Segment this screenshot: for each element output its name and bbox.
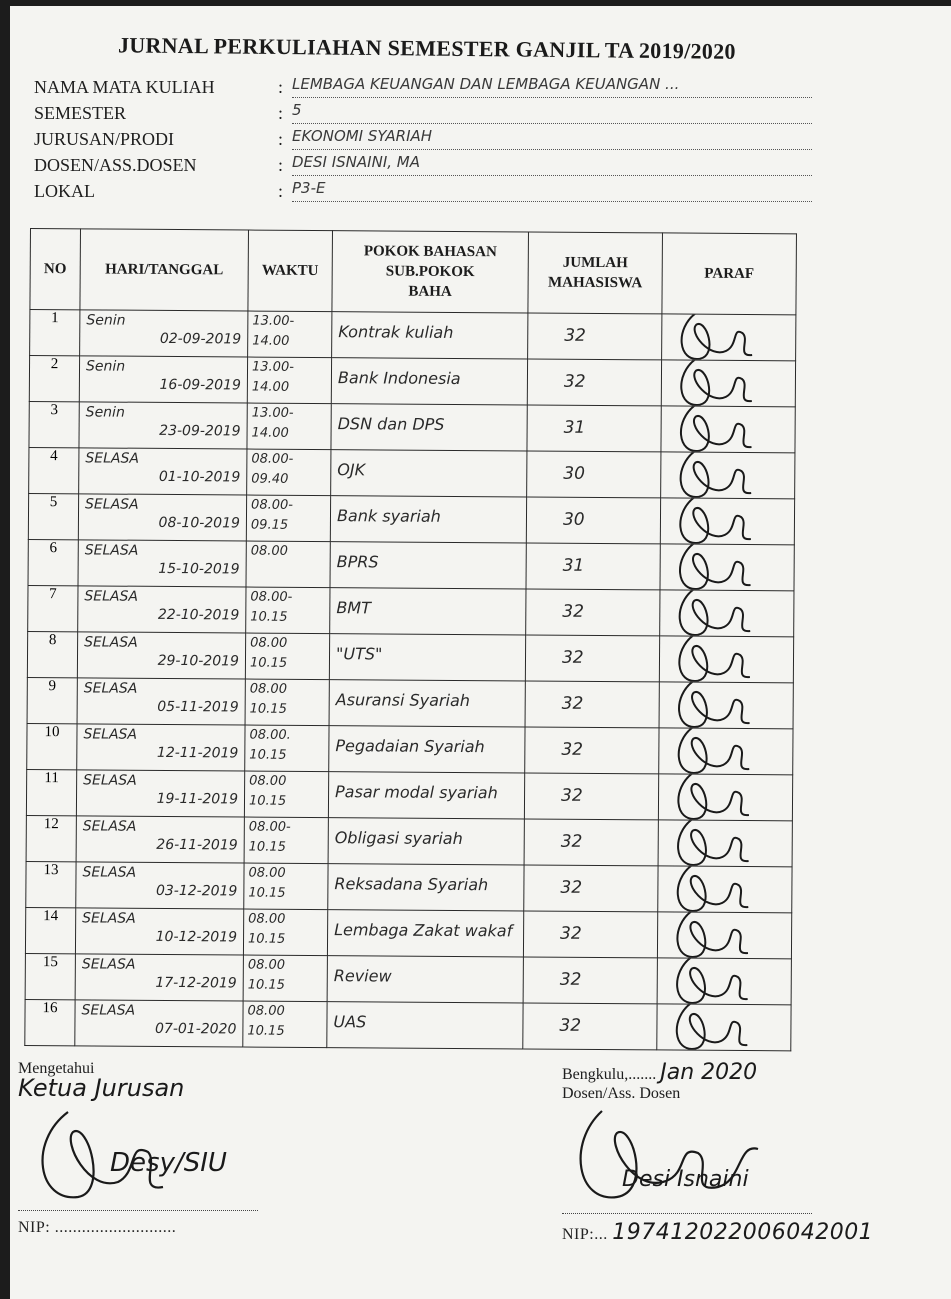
cell-time [246,495,330,542]
row-topic: DSN dan DPS [337,414,445,434]
row-number: 13 [43,862,59,879]
nip-label: NIP:... [562,1226,608,1243]
row-count: 32 [561,647,584,668]
initial-signature-mark [663,774,759,821]
cell-topic [327,910,523,957]
cell-sign [658,820,792,867]
row-day: SELASA [84,588,139,605]
row-topic: Lembaga Zakat wakaf [334,920,513,941]
cell-time [243,1001,327,1048]
meta-colon: : [278,103,284,123]
row-time-start: 08.00- [250,589,293,605]
row-topic: Obligasi syariah [334,828,463,849]
header-time: WAKTU [248,230,333,312]
row-date: 02-09-2019 [159,330,242,348]
row-count: 32 [562,601,585,622]
row-count: 32 [560,877,583,898]
cell-count [524,819,658,866]
meta-value-semester: 5 [292,101,812,124]
row-time-end: 14.00 [251,379,290,395]
cell-topic [327,1002,523,1049]
lecturer-role: Dosen/Ass. Dosen [562,1085,681,1102]
row-number: 10 [44,724,60,741]
cell-no [30,310,80,356]
cell-no [25,953,75,999]
row-day: Senin [85,358,126,375]
row-count: 32 [561,693,584,714]
cell-sign [658,866,792,913]
cell-time [243,909,327,956]
row-topic: Pegadaian Syariah [335,736,485,757]
row-time-start: 08.00 [250,635,288,651]
row-topic: Pasar modal syariah [335,782,498,803]
lecturer-nip [562,1220,942,1245]
cell-date [75,1000,243,1047]
cell-time [244,863,328,910]
cell-date [78,494,246,541]
row-time-start: 08.00 [249,681,288,697]
cell-topic [330,496,526,543]
cell-time [248,311,332,358]
row-time-end: 09.40 [251,471,289,487]
row-time-end: 10.15 [247,931,286,947]
row-time-start: 08.00 [247,957,286,973]
row-topic: UAS [333,1012,367,1032]
row-time-end: 10.15 [249,701,287,717]
cell-topic [331,450,527,497]
cell-sign [661,360,795,407]
row-time-start: 08.00 [248,865,286,881]
row-day: SELASA [83,726,138,743]
table-header-row [30,229,797,315]
cell-date [79,448,247,495]
row-time-end: 10.15 [248,885,286,901]
cell-topic [332,312,528,359]
row-time-start: 08.00. [249,727,291,743]
document-title: JURNAL PERKULIAHAN SEMESTER GANJIL TA 2019/2020 [117,32,736,64]
row-time-end: 10.15 [247,1023,285,1039]
row-number: 8 [48,632,57,649]
cell-no [27,677,77,723]
row-date: 05-11-2019 [157,698,239,716]
meta-row [34,150,934,176]
cell-count [526,589,660,636]
meta-row [34,98,934,124]
row-day: SELASA [81,1002,136,1019]
cell-sign [657,1004,791,1051]
table-row [25,953,791,1004]
table-body [25,310,796,1051]
row-count: 32 [559,1015,582,1036]
row-day: SELASA [83,680,138,697]
cell-sign [659,728,793,775]
cell-time [245,679,329,726]
initial-signature-mark [663,820,759,867]
row-date: 07-01-2020 [154,1020,237,1038]
cell-no [26,769,76,815]
meta-colon: : [278,181,284,201]
row-time-end: 10.15 [249,747,287,763]
meta-label: LOKAL [34,181,95,201]
row-count: 32 [559,969,582,990]
row-count: 30 [563,463,586,484]
cell-time [244,817,328,864]
row-date: 22-10-2019 [157,606,240,624]
cell-date [77,678,245,725]
row-date: 10-12-2019 [155,928,238,946]
row-day: SELASA [85,450,140,467]
row-day: Senin [86,312,126,329]
document-page [10,6,951,1299]
cell-no [27,723,77,769]
row-day: SELASA [85,496,139,513]
row-number: 7 [49,586,57,603]
cell-date [80,310,248,357]
cell-sign [658,774,792,821]
row-topic: Bank Indonesia [337,368,461,389]
table-row [26,861,792,912]
row-time-end: 10.15 [249,655,288,671]
cell-count [524,773,658,820]
row-topic: OJK [337,460,366,480]
initial-signature-mark [662,912,758,959]
row-count: 32 [560,923,582,944]
cell-time [245,633,329,680]
date-handwritten: Jan 2020 [660,1060,758,1085]
cell-no [27,631,77,677]
cell-date [76,862,244,909]
cell-no [28,585,78,631]
signature-mark [562,1103,862,1209]
row-time-start: 08.00- [248,819,291,835]
row-time-start: 08.00 [247,1003,285,1019]
initial-signature-mark [665,406,761,453]
cell-sign [662,314,796,361]
cell-date [76,770,244,817]
row-time-start: 13.00- [251,405,294,421]
row-number: 3 [50,402,59,419]
table-row [28,585,794,636]
cell-time [243,955,327,1002]
row-count: 32 [560,831,583,852]
row-number: 12 [43,816,59,833]
lecturer-signature-name: Desi Isnaini [622,1167,749,1192]
cell-no [29,447,79,493]
row-date: 16-09-2019 [159,376,241,394]
row-time-end: 14.00 [251,425,289,441]
table-row [29,447,795,498]
row-date: 23-09-2019 [159,422,241,440]
meta-value-prodi: EKONOMI SYARIAH [292,127,812,150]
header-topic [332,231,529,313]
cell-no [26,861,76,907]
row-time-end: 10.15 [248,793,287,809]
row-date: 29-10-2019 [157,652,240,670]
table-row [29,356,795,407]
initial-signature-mark [665,498,761,545]
meta-label: NAMA MATA KULIAH [34,77,215,97]
cell-no [26,815,76,861]
meta-colon: : [278,129,284,149]
initial-signature-mark [663,728,759,775]
meta-value-course: LEMBAGA KEUANGAN DAN LEMBAGA KEUANGAN ... [292,75,812,98]
row-count: 31 [563,417,586,438]
table-row [27,723,793,774]
row-date: 08-10-2019 [158,514,240,532]
row-count: 31 [562,555,585,576]
row-day: SELASA [82,818,137,835]
row-time-start: 08.00 [250,543,289,559]
cell-topic [327,956,523,1003]
cell-time [247,403,331,450]
row-time-end: 14.00 [252,333,290,349]
cell-sign [657,912,791,959]
row-topic: BMT [336,598,371,618]
meta-label: JURUSAN/PRODI [34,129,175,149]
table-row [28,539,794,590]
row-topic: Bank syariah [336,506,441,526]
row-date: 12-11-2019 [156,744,239,762]
row-number: 6 [49,540,58,557]
cell-no [28,539,78,585]
head-nip: NIP: ........................... [18,1219,177,1236]
table-row [29,401,795,452]
cell-count [527,359,661,406]
nip-value: 197412022006042001 [612,1220,874,1245]
cell-time [247,449,331,496]
table-row [26,769,792,820]
cell-count [528,313,662,360]
cell-count [525,727,659,774]
row-count: 32 [564,325,586,346]
row-day: SELASA [82,864,137,881]
table-row [26,815,792,866]
footer-right [562,1060,942,1245]
footer-section [10,1046,951,1296]
cell-sign [657,958,791,1005]
cell-count [527,451,661,498]
row-number: 5 [49,494,58,511]
header-topic-line: POKOK BAHASAN [363,242,497,260]
row-number: 16 [42,1000,58,1017]
row-time-end: 10.15 [247,977,285,993]
cell-date [75,954,243,1001]
cell-count [523,911,657,958]
meta-label: SEMESTER [34,103,127,123]
row-topic: Review [333,966,392,986]
cell-count [526,543,660,590]
meta-value-room: P3-E [292,179,812,202]
cell-no [28,493,78,539]
initial-signature-mark [661,1004,757,1051]
place-label: Bengkulu,....... [562,1066,657,1083]
table-row [30,310,796,361]
row-time-end: 10.15 [248,839,286,855]
row-time-start: 08.00 [248,911,286,927]
cell-sign [660,590,794,637]
cell-count [524,865,658,912]
initial-signature-mark [663,682,759,729]
cell-date [76,816,244,863]
row-day: SELASA [84,634,138,651]
header-topic-line: BAHA [408,283,452,301]
row-date: 03-12-2019 [155,882,238,900]
place-date-line [562,1060,942,1085]
cell-sign [659,682,793,729]
cell-topic [328,864,524,911]
table-row [25,999,791,1050]
row-day: SELASA [83,772,137,789]
row-number: 1 [51,310,59,327]
cell-date [78,540,246,587]
signature-line [562,1213,812,1214]
initial-signature-mark [664,636,760,683]
cell-time [245,725,329,772]
head-role-handwritten: Ketua Jurusan [18,1074,185,1102]
row-day: Senin [85,404,125,421]
head-signature [18,1102,318,1212]
cell-count [526,497,660,544]
cell-date [77,724,245,771]
row-topic: Reksadana Syariah [334,874,489,895]
table-row [27,677,793,728]
cell-date [78,586,246,633]
initial-signature-mark [662,866,758,913]
row-time-start: 08.00- [251,451,294,467]
row-topic: "UTS" [335,644,383,664]
row-number: 15 [42,954,58,971]
initial-signature-mark [666,314,762,361]
row-number: 2 [50,356,59,373]
row-number: 11 [44,770,59,787]
header-topic-line: SUB.POKOK [385,263,475,280]
initial-signature-mark [666,360,762,407]
cell-count [523,1003,657,1050]
cell-no [29,401,79,447]
meta-row [34,176,934,202]
cell-topic [331,404,527,451]
cell-date [79,356,247,403]
initial-signature-mark [662,958,758,1005]
header-no: NO [30,229,81,310]
cell-topic [328,818,524,865]
cell-topic [329,726,525,773]
cell-sign [661,452,795,499]
header-count-line: JUMLAH [562,254,628,271]
cell-date [77,632,245,679]
cell-time [246,541,330,588]
meta-colon: : [278,155,284,175]
meta-value-lecturer: DESI ISNAINI, MA [292,153,812,176]
meta-section [34,72,934,202]
row-number: 9 [48,678,57,695]
cell-sign [661,406,795,453]
row-date: 19-11-2019 [156,790,239,808]
journal-table [24,228,797,1051]
cell-no [25,999,75,1045]
cell-sign [659,636,793,683]
cell-sign [660,498,794,545]
initial-signature-mark [664,590,760,637]
row-count: 30 [562,509,585,530]
cell-topic [330,588,526,635]
row-date: 17-12-2019 [155,974,237,992]
row-topic: Kontrak kuliah [338,322,454,342]
cell-time [244,771,328,818]
row-number: 4 [50,448,58,465]
header-count-line: MAHASISWA [547,274,643,292]
cell-no [29,356,79,402]
meta-row [34,72,934,98]
cell-count [523,957,657,1004]
row-count: 32 [563,371,586,392]
table-row [27,631,793,682]
row-time-start: 13.00- [251,359,295,375]
row-date: 01-10-2019 [158,468,241,486]
row-day: SELASA [82,910,136,927]
cell-date [75,908,243,955]
row-day: SELASA [84,542,139,559]
row-count: 32 [560,785,583,806]
row-date: 26-11-2019 [156,836,238,854]
cell-count [525,635,659,682]
cell-count [527,405,661,452]
cell-count [525,681,659,728]
row-time-end: 09.15 [250,517,289,533]
row-topic: BPRS [336,552,379,572]
initial-signature-mark [664,544,760,591]
cell-date [79,402,247,449]
row-time-start: 08.00- [251,497,294,513]
cell-time [247,357,331,404]
acknowledged-label: Mengetahui [18,1060,95,1077]
meta-colon: : [278,77,284,97]
footer-left [18,1060,318,1237]
row-count: 32 [561,739,584,760]
cell-topic [328,772,524,819]
row-time-start: 13.00- [252,313,295,329]
cell-topic [329,680,525,727]
cell-topic [330,542,526,589]
header-count [528,232,663,314]
meta-row [34,124,934,150]
header-sign: PARAF [662,233,797,315]
cell-sign [660,544,794,591]
table-row [28,493,794,544]
lecturer-signature [562,1103,942,1209]
cell-time [246,587,330,634]
row-time-end: 10.15 [250,609,288,625]
table-row [25,907,791,958]
row-number: 14 [43,908,59,925]
initial-signature-mark [665,452,761,499]
row-date: 15-10-2019 [158,560,240,578]
header-date: HARI/TANGGAL [80,229,249,311]
row-topic: Asuransi Syariah [335,690,470,711]
cell-no [25,907,75,953]
cell-topic [331,358,527,405]
row-time-start: 08.00 [249,773,287,789]
meta-label: DOSEN/ASS.DOSEN [34,155,197,175]
head-signature-text: Desy/SIU [110,1148,227,1178]
row-day: SELASA [81,956,136,973]
cell-topic [329,634,525,681]
